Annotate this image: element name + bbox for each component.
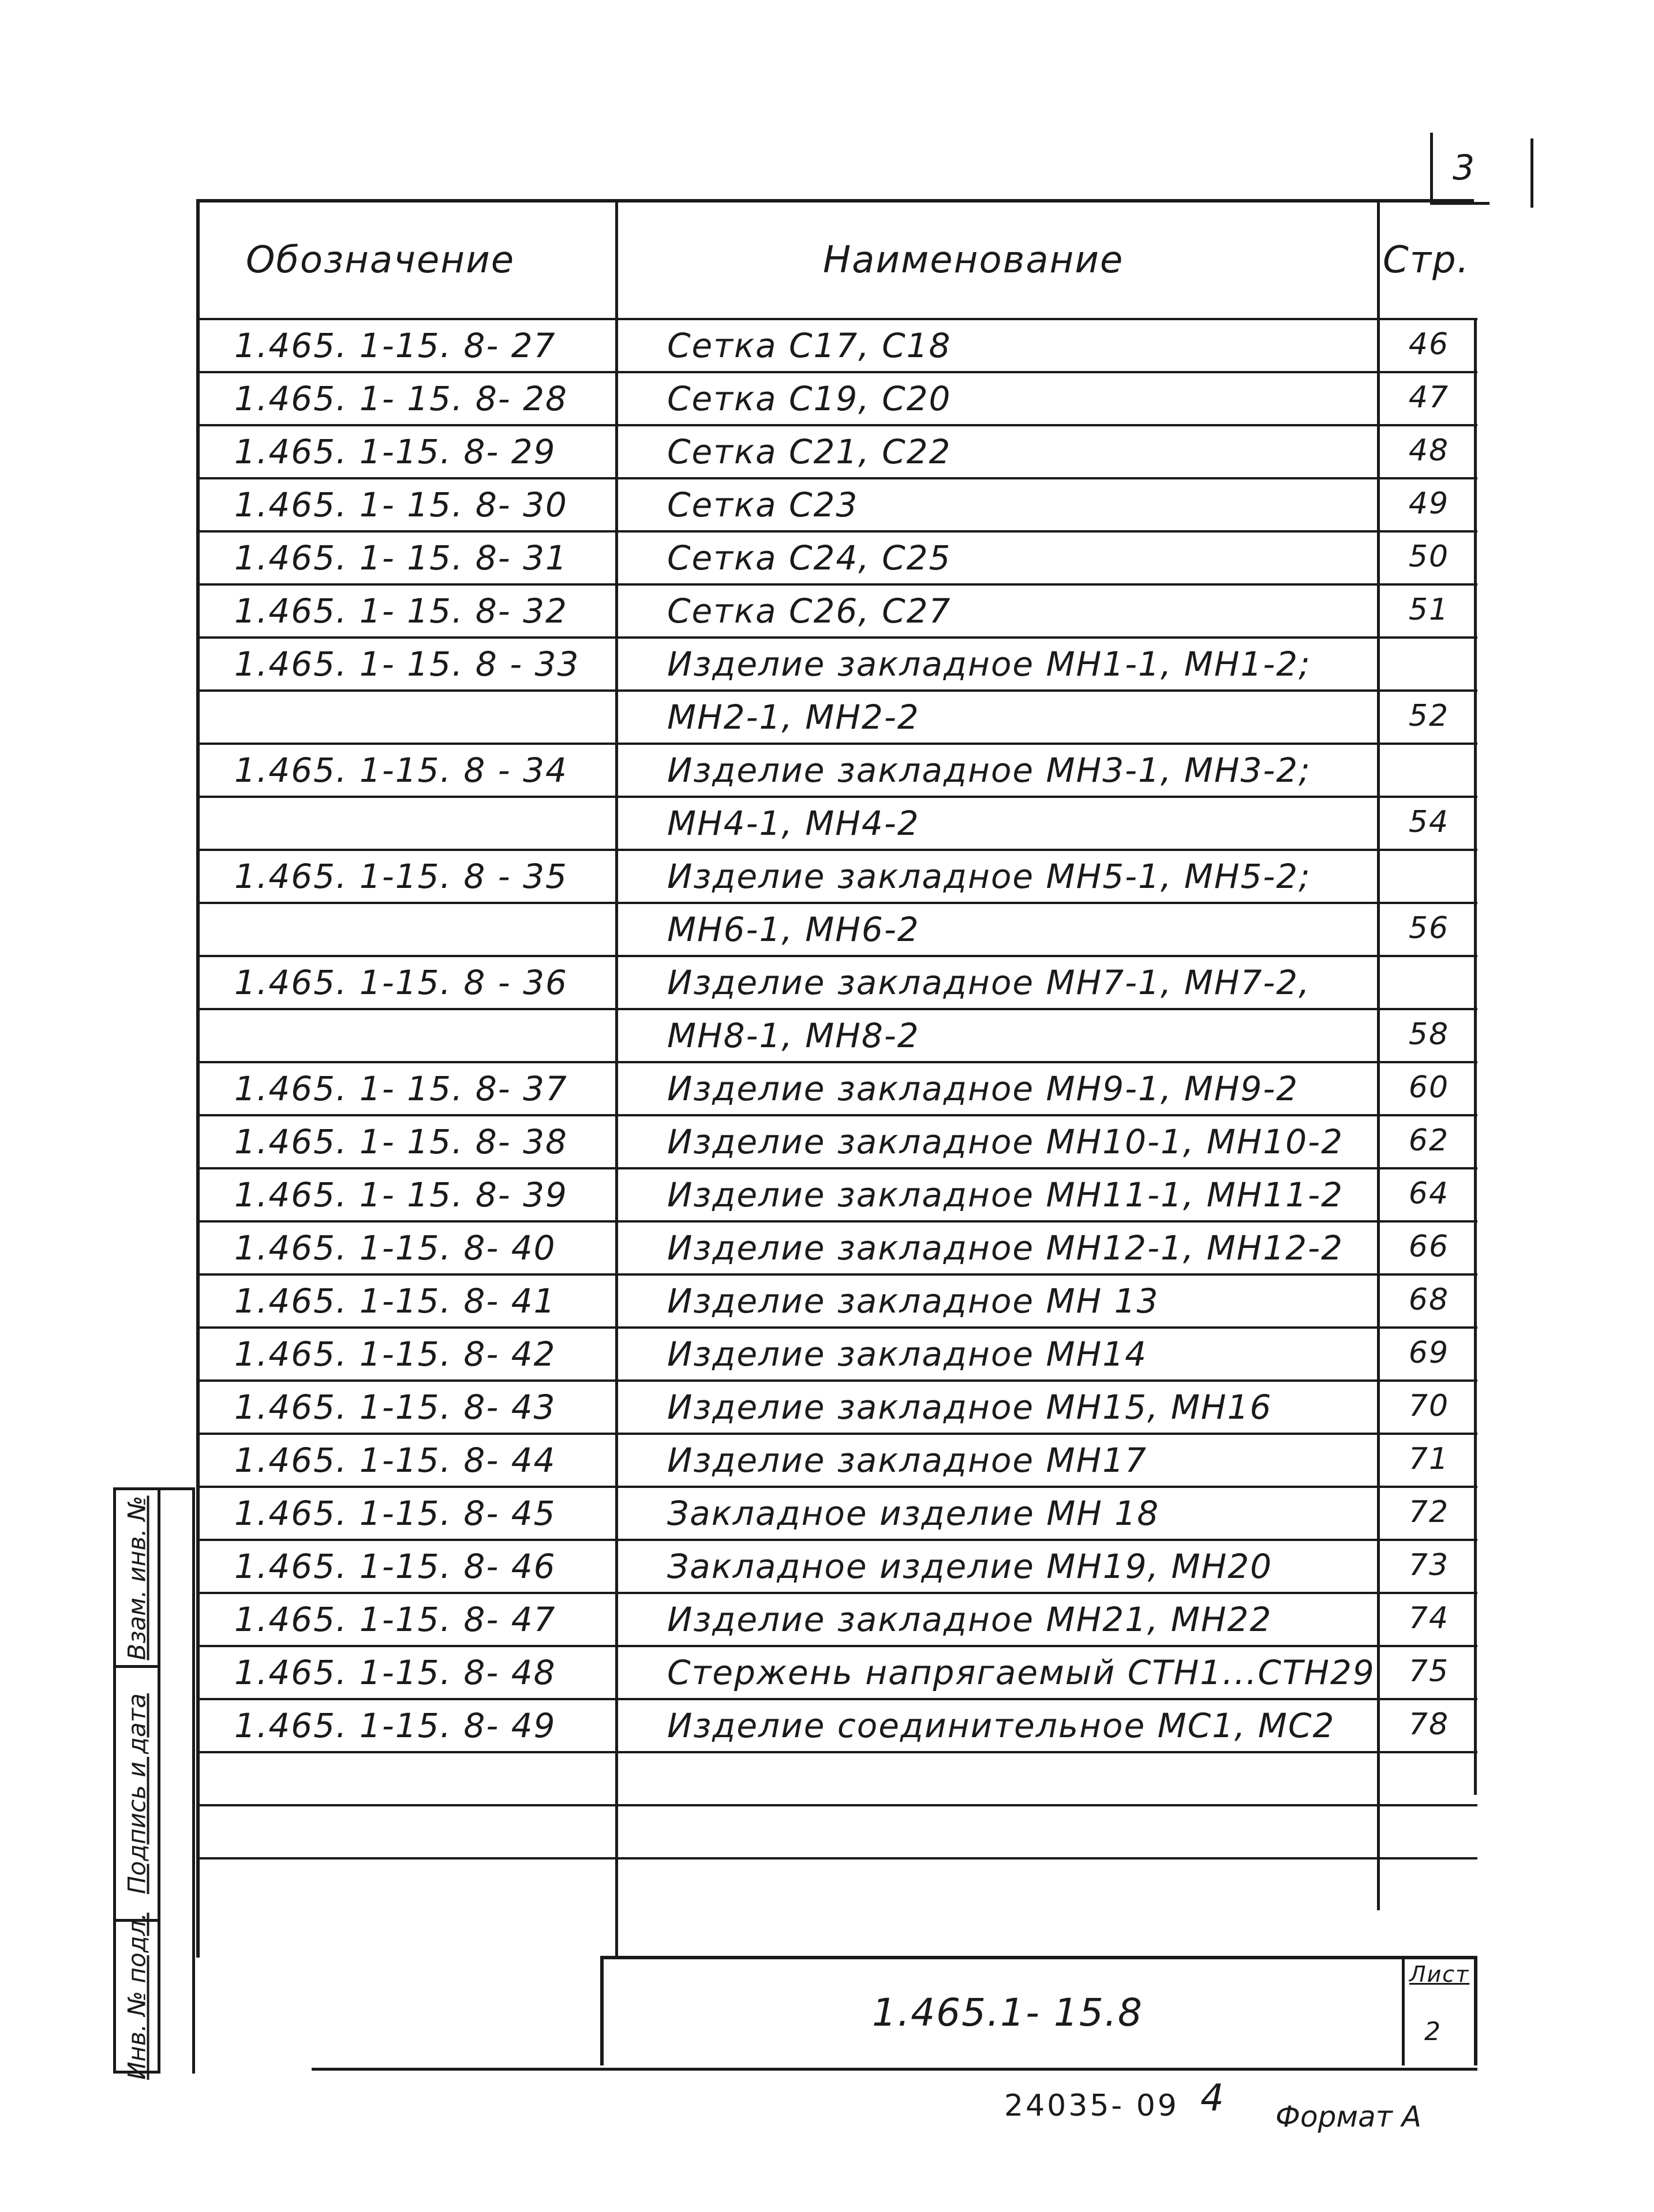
page-number-divider	[1530, 138, 1533, 208]
table-row	[200, 1698, 1477, 1751]
row-designation: 1.465. 1-15. 8- 47	[234, 1600, 556, 1639]
row-page: 72	[1408, 1495, 1450, 1529]
table-row	[200, 1539, 1477, 1592]
row-name: Закладное изделие МН 18	[667, 1494, 1160, 1533]
table-row	[200, 1751, 1477, 1804]
row-designation: 1.465. 1- 15. 8- 37	[234, 1069, 568, 1108]
table-row	[200, 1061, 1477, 1114]
row-designation: 1.465. 1- 15. 8- 30	[234, 485, 568, 524]
footer-code: 24035- 09	[1004, 2089, 1179, 2123]
row-page: 62	[1408, 1123, 1450, 1158]
table-row	[200, 371, 1477, 424]
row-page: 54	[1408, 805, 1450, 839]
row-page: 69	[1408, 1336, 1450, 1370]
table-row	[200, 530, 1477, 583]
row-name: Сетка С26, С27	[667, 591, 952, 631]
row-page: 48	[1408, 433, 1450, 468]
page-number: 3	[1453, 148, 1476, 188]
row-designation: 1.465. 1-15. 8- 48	[234, 1653, 556, 1692]
row-designation: 1.465. 1-15. 8- 49	[234, 1706, 556, 1745]
row-name: Изделие закладное МН11-1, МН11-2	[667, 1175, 1344, 1214]
table-row	[200, 1167, 1477, 1220]
table-row	[200, 1114, 1477, 1167]
row-designation: 1.465. 1- 15. 8- 28	[234, 379, 568, 418]
side-strip-inner	[160, 1487, 195, 2074]
table-row	[200, 1645, 1477, 1698]
table-row	[200, 1592, 1477, 1645]
row-name: МН8-1, МН8-2	[667, 1016, 920, 1055]
row-name: Изделие закладное МН12-1, МН12-2	[667, 1228, 1344, 1268]
table-row	[200, 689, 1477, 743]
table-row	[200, 743, 1477, 796]
side-strip	[113, 1487, 160, 2080]
footer-format: Формат А	[1275, 2100, 1421, 2134]
table-row	[200, 1273, 1477, 1326]
row-page: 73	[1408, 1548, 1450, 1583]
row-name: Изделие соединительное МС1, МС2	[667, 1706, 1335, 1745]
row-designation: 1.465. 1-15. 8- 43	[234, 1388, 556, 1427]
row-designation: 1.465. 1-15. 8- 41	[234, 1281, 556, 1321]
row-page: 68	[1408, 1283, 1450, 1317]
row-designation: 1.465. 1-15. 8- 46	[234, 1547, 556, 1586]
title-block	[600, 1956, 1477, 2065]
sheet-label: Лист	[1409, 1962, 1470, 1987]
row-designation: 1.465. 1- 15. 8 - 33	[234, 644, 580, 684]
sheet-value: 2	[1424, 2017, 1442, 2046]
row-designation: 1.465. 1- 15. 8- 39	[234, 1175, 568, 1214]
row-designation: 1.465. 1-15. 8- 27	[234, 326, 556, 365]
row-designation: 1.465. 1- 15. 8- 32	[234, 591, 568, 631]
side-segment-signature	[116, 1668, 158, 1922]
row-designation: 1.465. 1-15. 8- 40	[234, 1228, 556, 1268]
row-name: МН4-1, МН4-2	[667, 804, 920, 843]
row-name: Изделие закладное МН14	[667, 1334, 1148, 1374]
row-page: 50	[1408, 539, 1450, 574]
table-row	[200, 1326, 1477, 1379]
document-code: 1.465.1- 15.8	[872, 1990, 1143, 2035]
table-row	[200, 1433, 1477, 1486]
side-segment-inventory	[116, 1913, 158, 2080]
table-row	[200, 636, 1477, 689]
footer-copy-number: 4	[1200, 2077, 1225, 2120]
row-name: Изделие закладное МН10-1, МН10-2	[667, 1122, 1344, 1161]
table-row	[200, 849, 1477, 902]
table-row	[200, 318, 1477, 371]
row-page: 60	[1408, 1070, 1450, 1105]
row-name: Изделие закладное МН15, МН16	[667, 1388, 1273, 1427]
row-designation: 1.465. 1-15. 8 - 36	[234, 963, 568, 1002]
header-name: Наименование	[823, 239, 1124, 282]
table-rows	[200, 318, 1477, 1910]
table-row	[200, 1857, 1477, 1910]
table-row	[200, 902, 1477, 955]
row-name: Закладное изделие МН19, МН20	[667, 1547, 1273, 1586]
row-name: Сетка С17, С18	[667, 326, 952, 365]
sheet-column	[1402, 1959, 1474, 2065]
row-name: Изделие закладное МН3-1, МН3-2;	[667, 751, 1311, 790]
row-designation: 1.465. 1-15. 8- 42	[234, 1334, 556, 1374]
table-row	[200, 424, 1477, 477]
row-name: Изделие закладное МН1-1, МН1-2;	[667, 644, 1311, 684]
row-designation: 1.465. 1-15. 8 - 34	[234, 751, 568, 790]
row-page: 71	[1408, 1442, 1450, 1476]
side-segment-replacement	[116, 1490, 158, 1668]
side-label-signature: Подпись и дата	[122, 1693, 151, 1894]
row-designation: 1.465. 1- 15. 8- 31	[234, 538, 568, 578]
row-page: 47	[1408, 380, 1450, 415]
table-row	[200, 1220, 1477, 1273]
bottom-border	[312, 2068, 1477, 2071]
row-page: 66	[1408, 1229, 1450, 1264]
row-name: Стержень напрягаемый СТН1...СТН29	[667, 1653, 1375, 1692]
row-designation: 1.465. 1-15. 8- 29	[234, 432, 556, 471]
row-page: 64	[1408, 1176, 1450, 1211]
row-page: 75	[1408, 1654, 1450, 1689]
page-number-box	[1430, 133, 1490, 205]
row-designation: 1.465. 1- 15. 8- 38	[234, 1122, 568, 1161]
row-name: Сетка С23	[667, 485, 859, 524]
side-label-inventory: Инв. № подл.	[122, 1913, 151, 2080]
row-designation: 1.465. 1-15. 8- 45	[234, 1494, 556, 1533]
table-row	[200, 1379, 1477, 1433]
row-name: Изделие закладное МН7-1, МН7-2,	[667, 963, 1311, 1002]
row-page: 52	[1408, 699, 1450, 733]
row-name: Изделие закладное МН17	[667, 1441, 1148, 1480]
row-name: Изделие закладное МН 13	[667, 1281, 1159, 1321]
table-row	[200, 477, 1477, 530]
header-designation: Обозначение	[246, 239, 515, 282]
row-name: Сетка С21, С22	[667, 432, 952, 471]
row-page: 70	[1408, 1389, 1450, 1423]
row-page: 74	[1408, 1601, 1450, 1636]
row-name: Сетка С24, С25	[667, 538, 952, 578]
header-page: Стр.	[1383, 239, 1470, 282]
table-row	[200, 1486, 1477, 1539]
contents-table	[196, 199, 1474, 1958]
row-name: Изделие закладное МН9-1, МН9-2	[667, 1069, 1299, 1108]
row-page: 49	[1408, 486, 1450, 521]
row-designation: 1.465. 1-15. 8- 44	[234, 1441, 556, 1480]
table-row	[200, 1008, 1477, 1061]
row-name: Изделие закладное МН21, МН22	[667, 1600, 1273, 1639]
table-row	[200, 955, 1477, 1008]
table-row	[200, 583, 1477, 636]
row-name: МН6-1, МН6-2	[667, 910, 920, 949]
table-row	[200, 1804, 1477, 1857]
row-page: 56	[1408, 911, 1450, 946]
row-page: 51	[1408, 593, 1450, 627]
row-page: 46	[1408, 327, 1450, 362]
row-name: Изделие закладное МН5-1, МН5-2;	[667, 857, 1311, 896]
row-designation: 1.465. 1-15. 8 - 35	[234, 857, 568, 896]
table-row	[200, 796, 1477, 849]
side-label-replacement: Взам. инв. №	[122, 1495, 151, 1660]
row-name: Сетка С19, С20	[667, 379, 952, 418]
row-page: 78	[1408, 1707, 1450, 1742]
row-name: МН2-1, МН2-2	[667, 698, 920, 737]
row-page: 58	[1408, 1017, 1450, 1052]
